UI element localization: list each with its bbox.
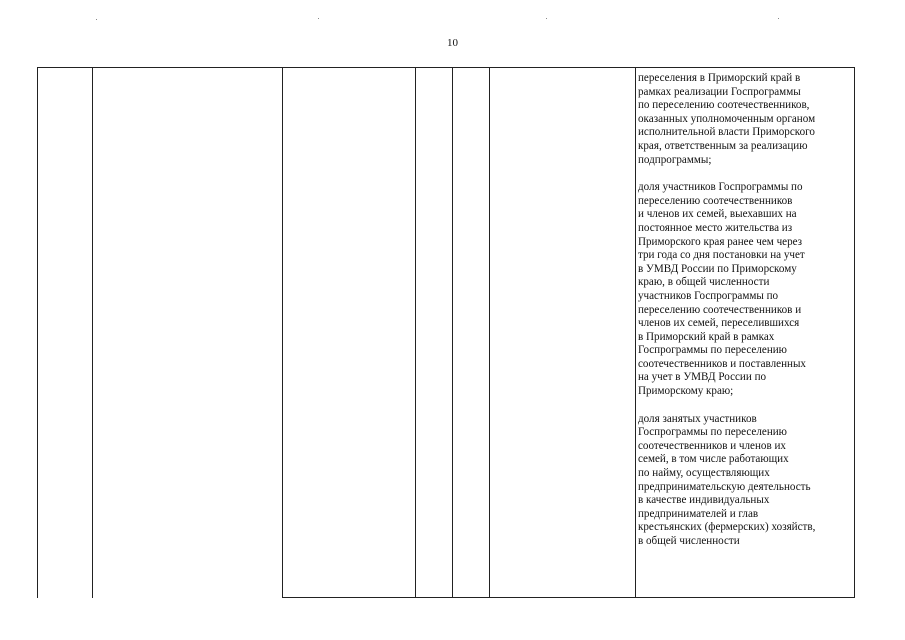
cell-bottom-border <box>635 597 855 598</box>
scan-speck <box>546 18 547 19</box>
scan-speck <box>96 19 97 20</box>
indicator-paragraph: доля участников Госпрограммы по переселению соотечественников и членов их семей, выехавших на постоянное место жительства из Приморского края ранее чем через три года со дня постановки на учет в УМВД России по Приморскому краю, в общей численности участников Госпрограммы по переселению соотечественников и членов их семей, переселившихся в Приморский край в рамках Госпрограммы по переселению соотечественников и поставленных на учет в УМВД России по Приморскому краю; <box>638 181 806 398</box>
column-divider <box>452 68 453 598</box>
column-divider <box>489 68 490 598</box>
table <box>37 67 855 598</box>
scan-speck <box>778 18 779 19</box>
page-number: 10 <box>447 37 458 49</box>
scan-speck <box>318 18 319 19</box>
column-divider <box>415 68 416 598</box>
column-divider <box>92 68 93 598</box>
indicator-paragraph: переселения в Приморский край в рамках реализации Госпрограммы по переселению соотечественников, оказанных уполномоченным органом исполнительной власти Приморского края, ответственным за реализацию подпрограммы; <box>638 72 816 166</box>
cell-bottom-border <box>282 597 636 598</box>
indicator-cell <box>638 72 852 549</box>
indicator-paragraph: доля занятых участников Госпрограммы по переселению соотечественников и членов их семей, в том числе работающих по найму, осуществляющих предпринимательскую деятельность в качестве индивидуальных предпринимателей и глав крестьянских (фермерских) хозяйств, в общей численности <box>638 412 816 547</box>
column-divider <box>635 68 636 598</box>
column-divider <box>282 68 283 598</box>
